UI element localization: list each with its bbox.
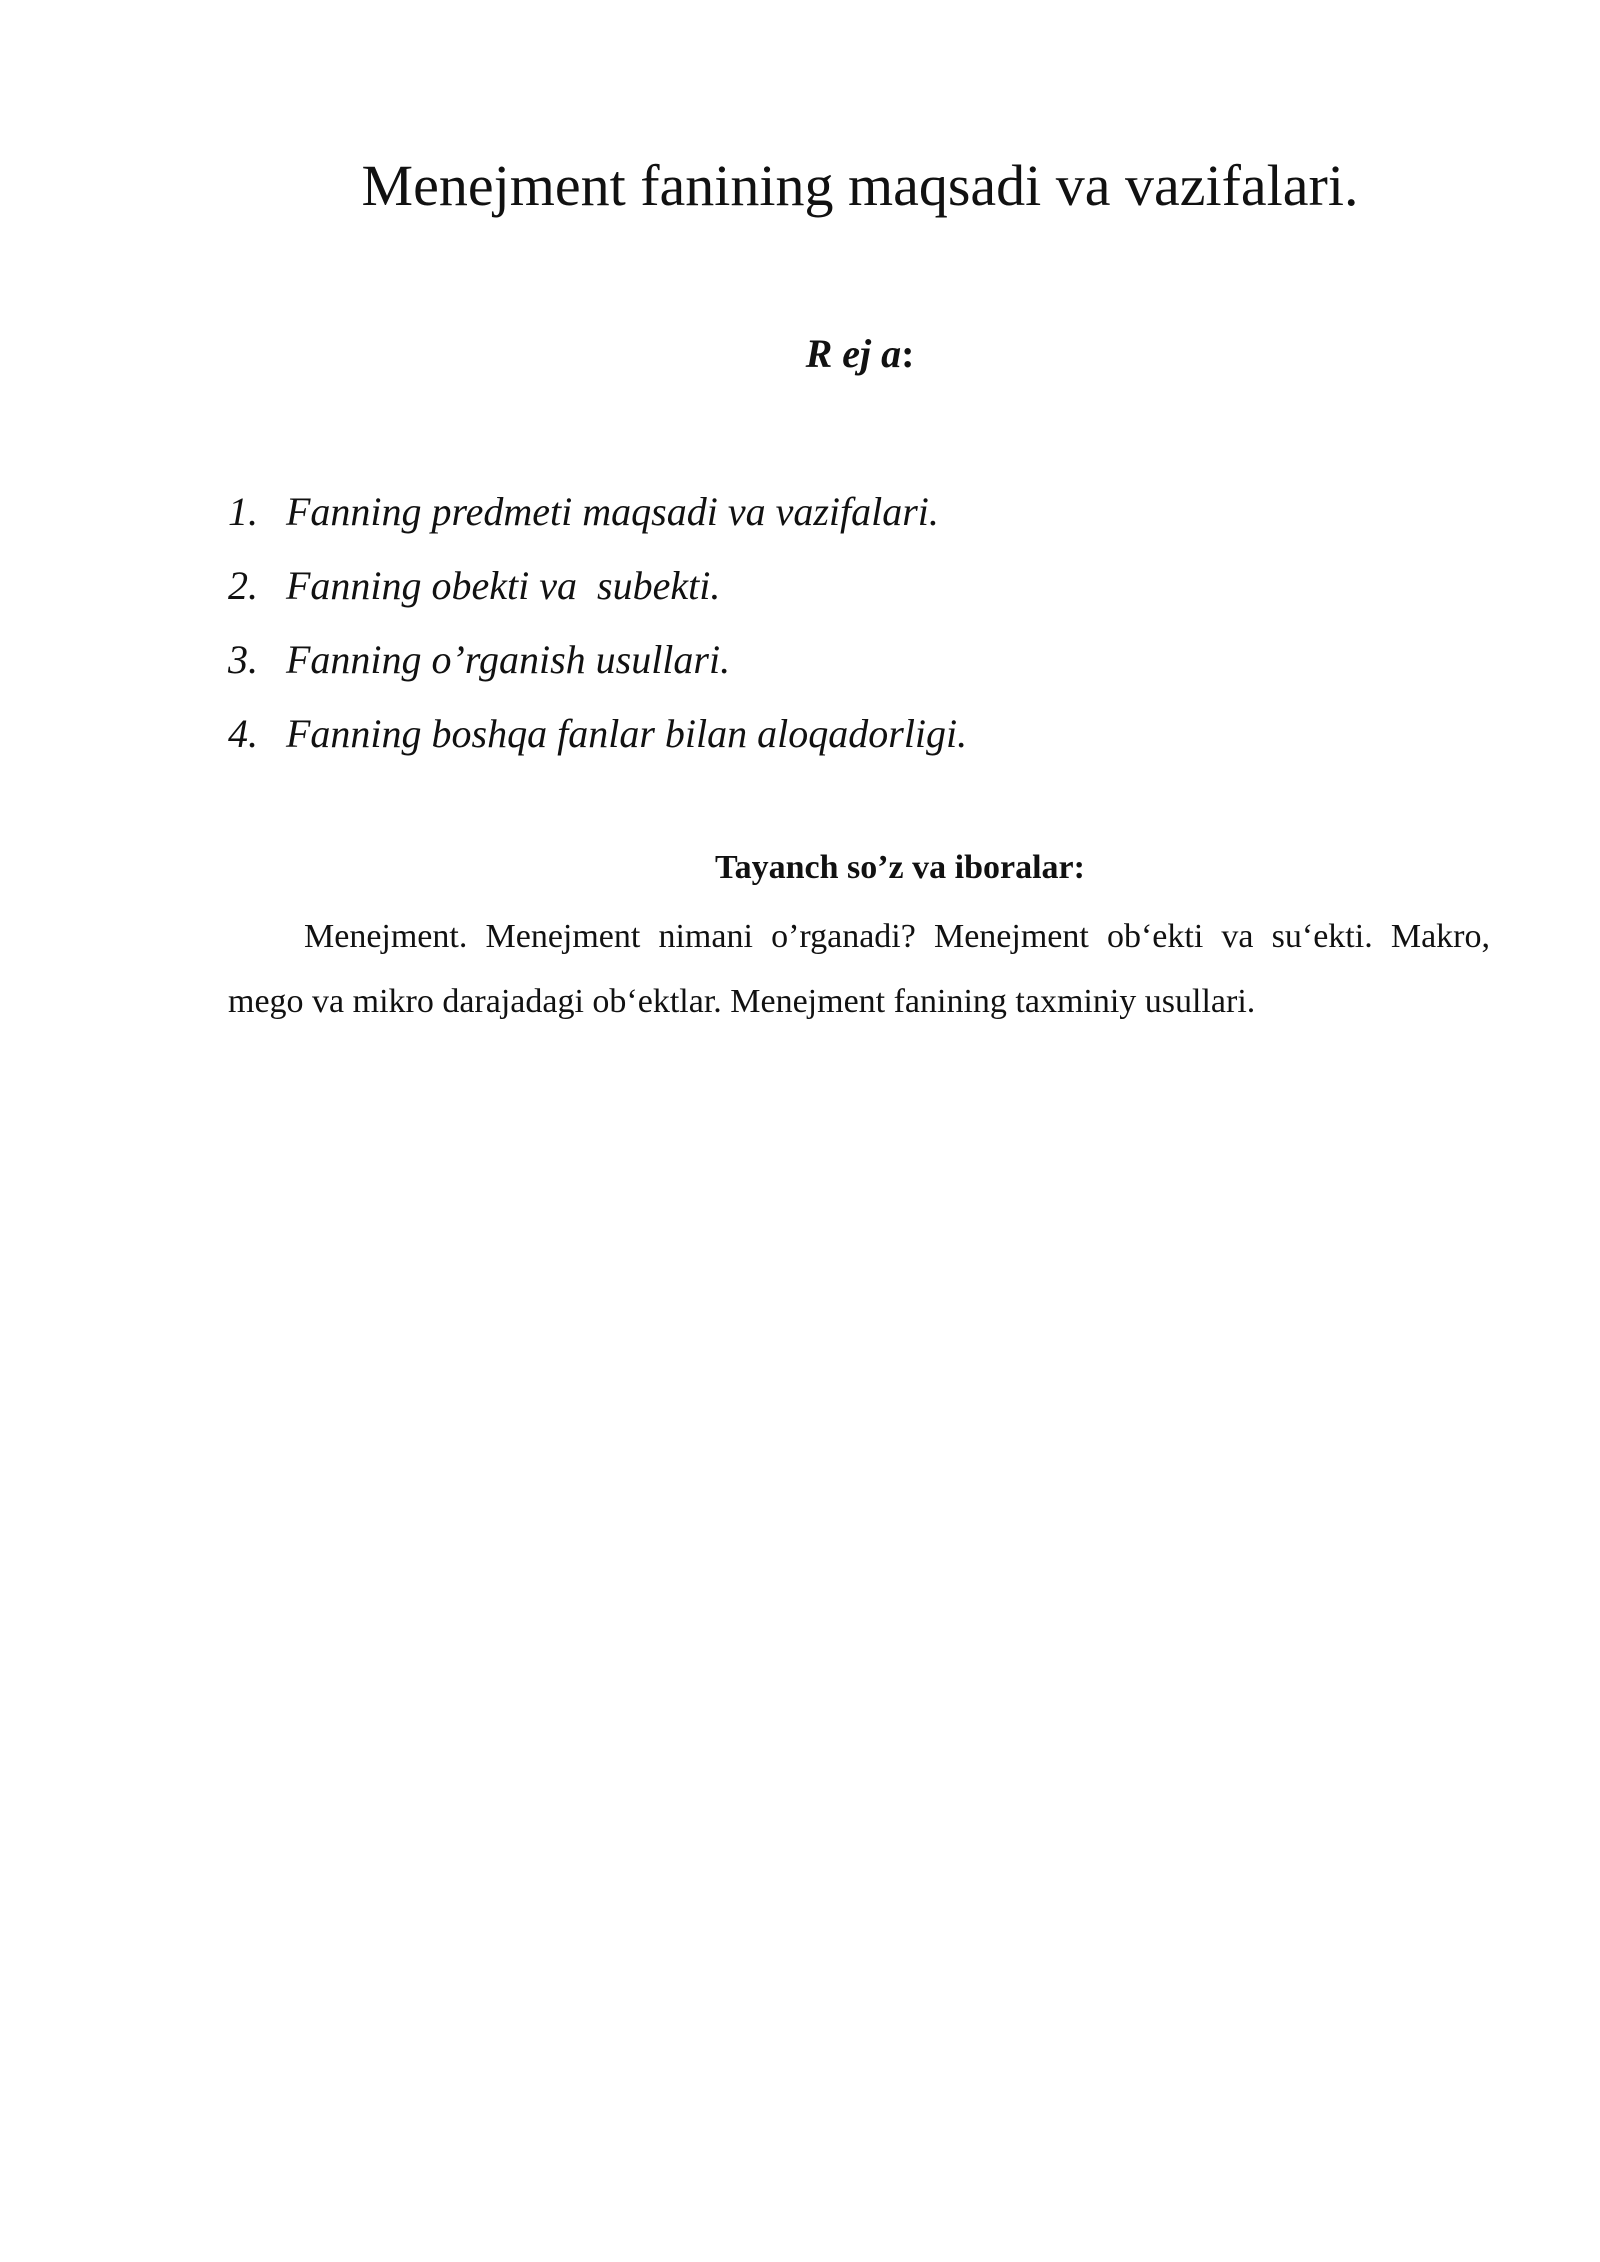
plan-item — [228, 623, 967, 697]
plan-heading — [0, 328, 1600, 380]
plan-item-number: 2. — [228, 563, 258, 608]
plan-item-text: Fanning predmeti maqsadi va vazifalari. — [286, 489, 939, 534]
document-title: Menejment fanining maqsadi va vazifalari. — [361, 153, 1359, 218]
plan-item — [228, 697, 967, 771]
keywords-heading: Tayanch so’z va iboralar: — [715, 849, 1085, 886]
plan-heading-label: R ej a — [805, 331, 902, 376]
plan-item — [228, 475, 967, 549]
plan-item-text: Fanning obekti va subekti. — [286, 563, 721, 608]
plan-item — [228, 549, 967, 623]
plan-item-number: 1. — [228, 489, 258, 534]
plan-item-text: Fanning boshqa fanlar bilan aloqadorligi. — [286, 711, 968, 756]
keywords-paragraph: Menejment. Menejment nimani o’rganadi? Menejment ob‘ekti va su‘ekti. Makro, mego va mikro darajadagi ob‘ektlar. Menejment fanining taxminiy usullari. — [228, 918, 1490, 1020]
plan-item-number: 4. — [228, 711, 258, 756]
plan-item-text: Fanning o’rganish usullari. — [286, 637, 731, 682]
plan-heading-colon: : — [901, 331, 915, 376]
plan-list — [228, 475, 967, 771]
plan-item-number: 3. — [228, 637, 258, 682]
